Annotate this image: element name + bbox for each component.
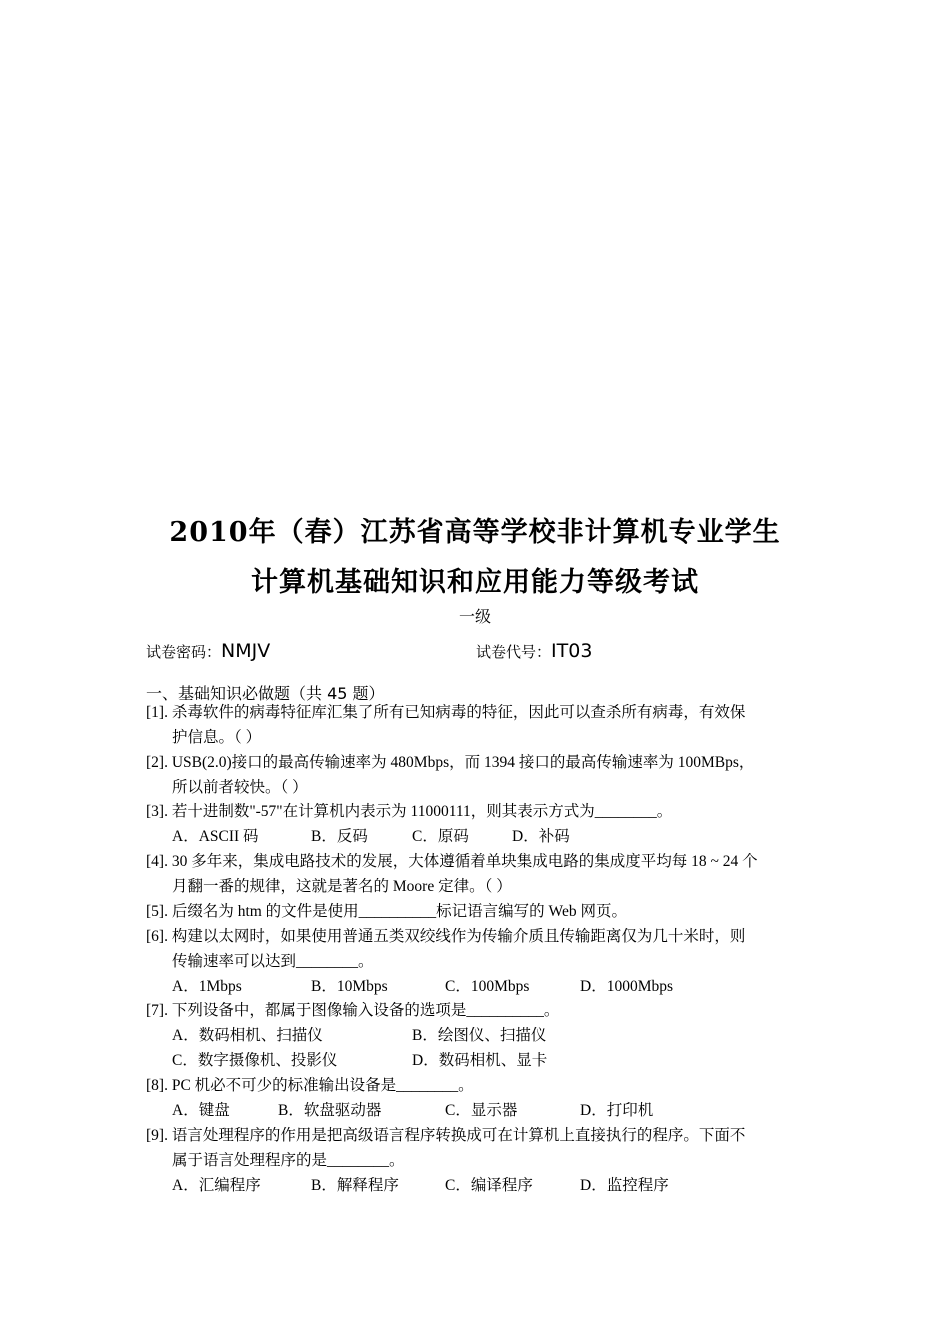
question-4-line2: 月翻一番的规律，这就是著名的 Moore 定律。（ ） (172, 878, 512, 895)
question-3-option-b: B．反码 (311, 828, 368, 845)
question-3-option-d: D．补码 (512, 828, 570, 845)
question-9-line2: 属于语言处理程序的是________。 (172, 1152, 405, 1169)
section-title: 一、基础知识必做题（共 45 题） (146, 684, 385, 703)
question-8-option-c: C．显示器 (445, 1102, 518, 1119)
question-7-option-c: C．数字摄像机、投影仪 (172, 1052, 338, 1069)
question-9-option-a: A．汇编程序 (172, 1177, 261, 1194)
question-7-option-b: B．绘图仪、扫描仪 (412, 1027, 547, 1044)
question-9-line1: [9]. 语言处理程序的作用是把高级语言程序转换成可在计算机上直接执行的程序。下面不 (146, 1127, 746, 1144)
exam-title-line1: 2010年（春）江苏省高等学校非计算机专业学生 (169, 517, 781, 548)
question-9-option-b: B．解释程序 (311, 1177, 399, 1194)
question-9-option-c: C．编译程序 (445, 1177, 533, 1194)
question-6-option-c: C．100Mbps (445, 978, 530, 995)
question-1-line2: 护信息。（ ） (172, 729, 262, 746)
question-6-option-b: B．10Mbps (311, 978, 388, 995)
question-3-option-a: A．ASCII 码 (172, 828, 259, 845)
paper-password (146, 640, 270, 662)
question-9-option-d: D．监控程序 (580, 1177, 669, 1194)
paper-code-label: 试卷代号： (476, 645, 552, 661)
exam-level: 一级 (458, 607, 491, 626)
question-3-line1: [3]. 若十进制数"-57"在计算机内表示为 11000111，则其表示方式为________。 (146, 803, 673, 820)
question-5-line1: [5]. 后缀名为 htm 的文件是使用__________标记语言编写的 Web 网页。 (146, 903, 627, 920)
question-2-line2: 所以前者较快。（ ） (172, 779, 308, 796)
paper-code-value: IT03 (551, 640, 593, 662)
question-3-option-c: C．原码 (412, 828, 469, 845)
question-6-line1: [6]. 构建以太网时，如果使用普通五类双绞线作为传输介质且传输距离仅为几十米时，则 (146, 928, 746, 945)
paper-code (476, 640, 592, 662)
exam-title-line2: 计算机基础知识和应用能力等级考试 (251, 567, 699, 598)
question-6-line2: 传输速率可以达到________。 (172, 953, 374, 970)
question-8-option-b: B．软盘驱动器 (278, 1102, 382, 1119)
question-1-line1: [1]. 杀毒软件的病毒特征库汇集了所有已知病毒的特征，因此可以查杀所有病毒，有效保 (146, 704, 746, 721)
question-8-option-d: D．打印机 (580, 1102, 654, 1119)
question-7-option-a: A．数码相机、扫描仪 (172, 1027, 323, 1044)
question-2-line1: [2]. USB(2.0)接口的最高传输速率为 480Mbps，而 1394 接口的最高传输速率为 100MBps， (146, 754, 755, 771)
question-8-line1: [8]. PC 机必不可少的标准输出设备是________。 (146, 1077, 474, 1094)
question-7-line1: [7]. 下列设备中，都属于图像输入设备的选项是__________。 (146, 1002, 560, 1019)
paper-password-value: NMJV (221, 640, 271, 662)
paper-password-label: 试卷密码： (146, 645, 222, 661)
question-7-option-d: D．数码相机、显卡 (412, 1052, 548, 1069)
question-4-line1: [4]. 30 多年来，集成电路技术的发展，大体遵循着单块集成电路的集成度平均每 18 ~ 24 个 (146, 853, 758, 870)
question-6-option-d: D．1000Mbps (580, 978, 674, 995)
question-6-option-a: A．1Mbps (172, 978, 242, 995)
question-8-option-a: A．键盘 (172, 1102, 230, 1119)
